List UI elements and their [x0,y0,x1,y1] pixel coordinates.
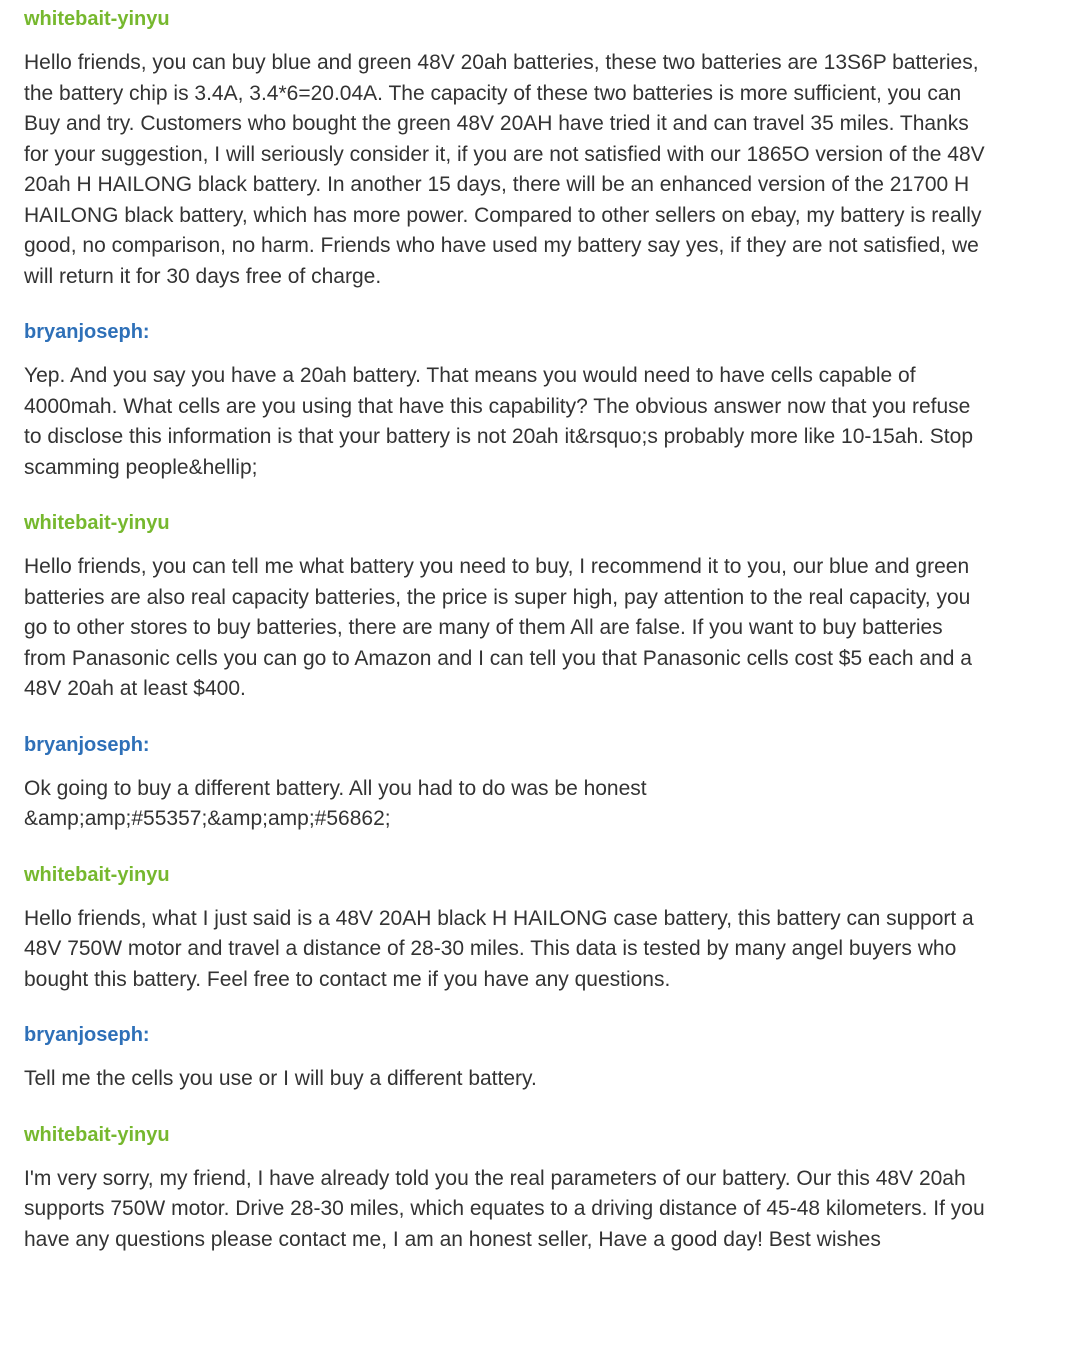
message-text: Hello friends, you can buy blue and green 48V 20ah batteries, these two batteries are 13S6P batteries, the battery chip is 3.4A, 3.4*6=20.04A. The capacity of these two batteries is more sufficient, you can Buy and try. Customers who bought the green 48V 20AH have tried it and can travel 35 miles. Thanks for your suggestion, I will seriously consider it, if you are not satisfied with our 1865O version of the 48V 20ah H HAILONG black battery. In another 15 days, there will be an enhanced version of the 21700 H HAILONG black battery, which has more power. Compared to other sellers on ebay, my battery is really good, no comparison, no harm. Friends who have used my battery say yes, if they are not satisfied, we will return it for 30 days free of charge. [24,51,985,288]
author-link-whitebait-yinyu[interactable]: whitebait-yinyu [24,8,170,30]
feedback-message [24,320,1068,483]
feedback-message [24,7,1068,292]
feedback-message [24,733,1068,835]
author-link-whitebait-yinyu[interactable]: whitebait-yinyu [24,512,170,534]
author-link-whitebait-yinyu[interactable]: whitebait-yinyu [24,1123,170,1146]
message-text: Tell me the cells you use or I will buy a different battery. [24,1067,537,1090]
feedback-message [24,1123,1068,1256]
author-link-bryanjoseph[interactable]: bryanjoseph: [24,733,150,756]
message-text: Yep. And you say you have a 20ah battery. That means you would need to have cells capable of 4000mah. What cells are you using that have this capability? The obvious answer now that you refuse to disclose this information is that your battery is not 20ah it&rsquo;s probably more like 10-15ah. Stop scamming people&hellip; [24,364,973,479]
feedback-message [24,511,1068,705]
author-link-bryanjoseph[interactable]: bryanjoseph: [24,321,150,343]
author-link-bryanjoseph[interactable]: bryanjoseph: [24,1024,150,1046]
feedback-message [24,1023,1068,1095]
message-text: Hello friends, what I just said is a 48V 20AH black H HAILONG case battery, this battery can support a 48V 750W motor and travel a distance of 28-30 miles. This data is tested by many angel buyers who bought this battery. Feel free to contact me if you have any questions. [24,906,974,991]
feedback-thread [24,7,1068,1255]
message-text: I'm very sorry, my friend, I have already told you the real parameters of our battery. Our this 48V 20ah supports 750W motor. Drive 28-30 miles, which equates to a driving distance of 45-48 kilometers. If you have any questions please contact me, I am an honest seller, Have a good day! Best wishes [24,1166,985,1251]
feedback-message [24,863,1068,996]
author-link-whitebait-yinyu[interactable]: whitebait-yinyu [24,863,170,886]
message-text: Hello friends, you can tell me what battery you need to buy, I recommend it to you, our blue and green batteries are also real capacity batteries, the price is super high, pay attention to the real capacity, you go to other stores to buy batteries, there are many of them All are false. If you want to buy batteries from Panasonic cells you can go to Amazon and I can tell you that Panasonic cells cost $5 each and a 48V 20ah at least $400. [24,555,972,700]
message-text: Ok going to buy a different battery. All you had to do was be honest &amp;amp;#55357;&amp;amp;#56862; [24,776,647,830]
